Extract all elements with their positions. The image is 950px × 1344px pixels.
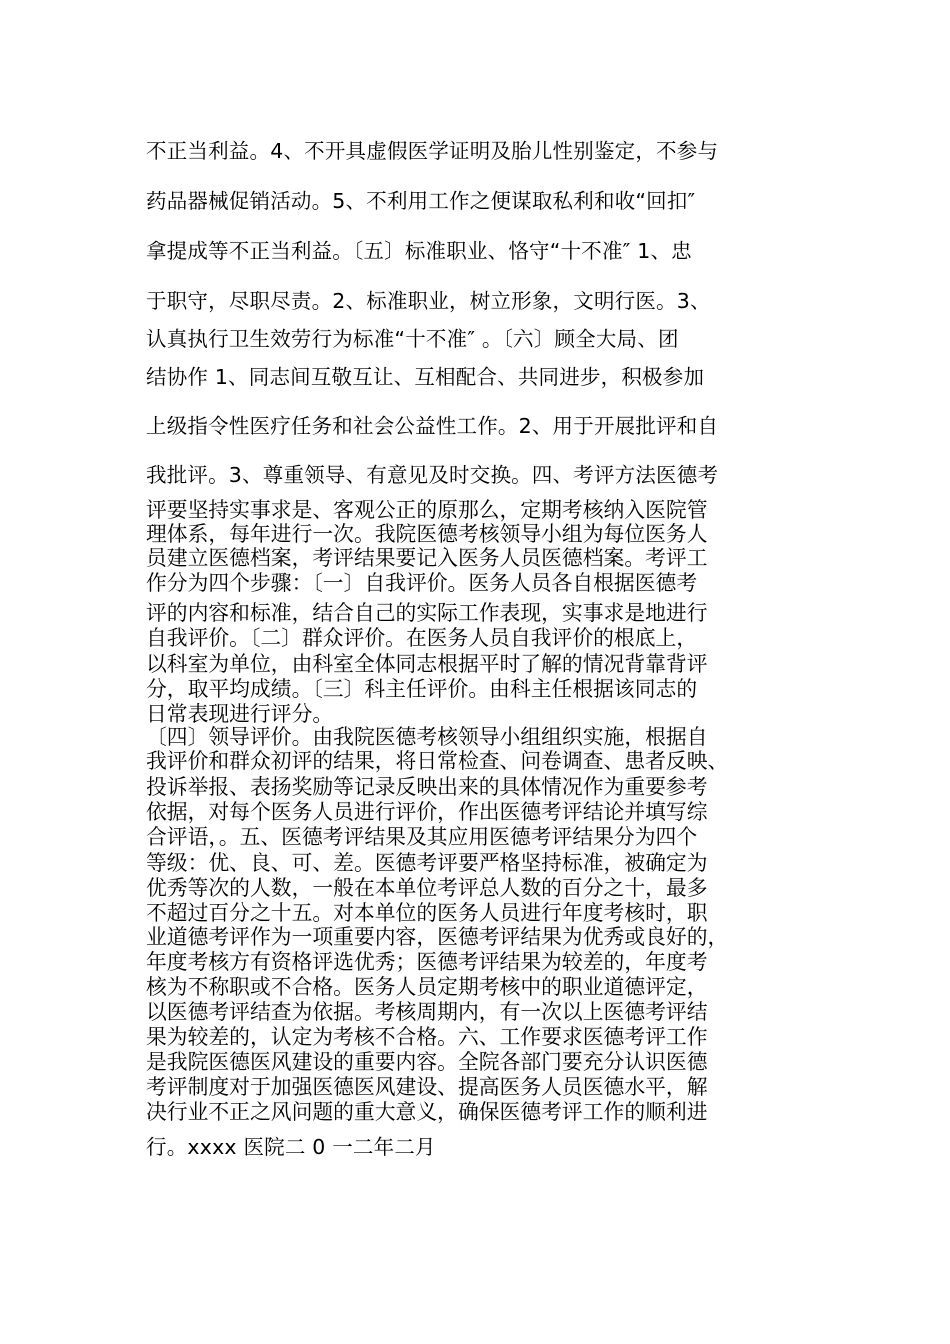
text-line: 药品器械促销活动。5、不利用工作之便谋取私利和收“回扣″ xyxy=(146,189,696,213)
text-line: 〔四〕领导评价。由我院医德考核领导小组组织实施，根据自 xyxy=(146,725,708,749)
text-line: 年度考核方有资格评选优秀；医德考评结果为较差的，年度考 xyxy=(146,950,708,974)
text-line: 上级指令性医疗任务和社会公益性工作。2、用于开展批评和自 xyxy=(146,414,719,438)
text-line: 等级：优、良、可、差。医德考评要严格坚持标准，被确定为 xyxy=(146,851,708,875)
text-line: 是我院医德医风建设的重要内容。全院各部门要充分认识医德 xyxy=(146,1050,708,1074)
text-line: 依据，对每个医务人员进行评价，作出医德考评结论并填写综 xyxy=(146,800,708,824)
text-line: 不正当利益。4、不开具虚假医学证明及胎儿性别鉴定，不参与 xyxy=(146,139,719,163)
text-line: 自我评价。〔二〕群众评价。在医务人员自我评价的根底上， xyxy=(146,626,698,650)
text-line: 不超过百分之十五。对本单位的医务人员进行年度考核时，职 xyxy=(146,901,708,925)
text-line: 核为不称职或不合格。医务人员定期考核中的职业道德评定， xyxy=(146,975,708,999)
text-line: 行。xxxx 医院二 0 一二年二月 xyxy=(146,1135,436,1159)
text-line: 评要坚持实事求是、客观公正的原那么，定期考核纳入医院管 xyxy=(146,498,708,522)
text-line: 日常表现进行评分。 xyxy=(146,702,334,726)
text-line: 以医德考评结查为依据。考核周期内，有一次以上医德考评结 xyxy=(146,1000,708,1024)
text-line: 决行业不正之风问题的重大意义，确保医德考评工作的顺利进 xyxy=(146,1100,708,1124)
text-line: 考评制度对于加强医德医风建设、提高医务人员医德水平，解 xyxy=(146,1075,708,1099)
text-line: 结协作 1、同志间互敬互让、互相配合、共同进步，积极参加 xyxy=(146,365,705,389)
text-line: 于职守，尽职尽责。2、标准职业，树立形象，文明行医。3、 xyxy=(146,289,711,313)
text-line: 员建立医德档案，考评结果要记入医务人员医德档案。考评工 xyxy=(146,546,708,570)
text-line: 拿提成等不正当利益。〔五〕标准职业、恪守“十不准″ 1、忠 xyxy=(146,239,692,263)
text-line: 评的内容和标准，结合自己的实际工作表现，实事求是地进行 xyxy=(146,601,708,625)
text-line: 投诉举报、表扬奖励等记录反映出来的具体情况作为重要参考 xyxy=(146,775,708,799)
text-line: 以科室为单位，由科室全体同志根据平时了解的情况背靠背评 xyxy=(146,652,708,676)
text-line: 优秀等次的人数，一般在本单位考评总人数的百分之十，最多 xyxy=(146,876,708,900)
text-line: 作分为四个步骤：〔一〕自我评价。医务人员各自根据医德考 xyxy=(146,571,698,595)
text-line: 合评语，。五、医德考评结果及其应用医德考评结果分为四个 xyxy=(146,825,698,849)
text-line: 我批评。3、尊重领导、有意见及时交换。四、考评方法医德考 xyxy=(146,463,719,487)
text-line: 我评价和群众初评的结果，将日常检查、问卷调查、患者反映、 xyxy=(146,749,729,773)
text-line: 业道德考评作为一项重要内容，医德考评结果为优秀或良好的， xyxy=(146,925,729,949)
text-line: 认真执行卫生效劳行为标准“十不准″ 。〔六〕顾全大局、团 xyxy=(146,327,679,351)
text-line: 理体系，每年进行一次。我院医德考核领导小组为每位医务人 xyxy=(146,522,708,546)
text-line: 果为较差的，认定为考核不合格。六、工作要求医德考评工作 xyxy=(146,1025,708,1049)
text-line: 分，取平均成绩。〔三〕科主任评价。由科主任根据该同志的 xyxy=(146,677,698,701)
